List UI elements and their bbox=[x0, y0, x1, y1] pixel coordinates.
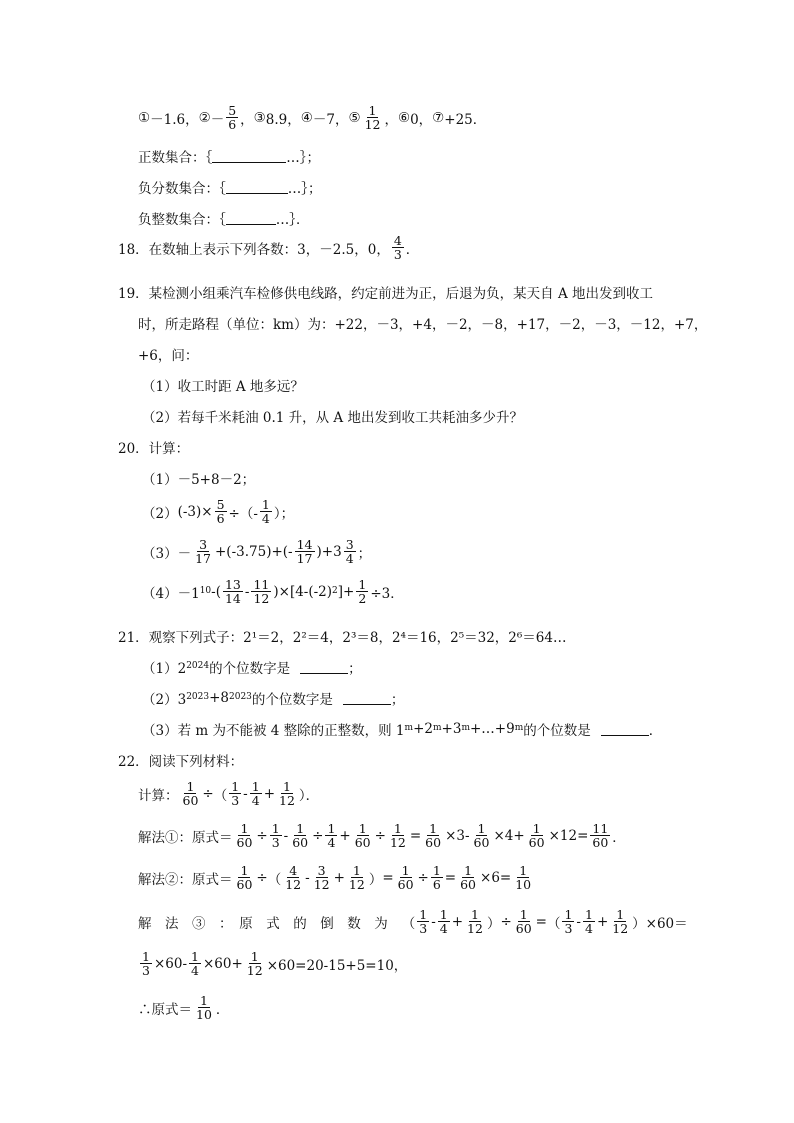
number-7: +25． bbox=[444, 111, 487, 128]
label-4: ④ bbox=[300, 109, 313, 126]
answer-blank[interactable] bbox=[300, 661, 348, 674]
q18-end: ． bbox=[405, 241, 420, 258]
number-1: －1.6， bbox=[150, 111, 199, 128]
q20-title: 20．计算： bbox=[118, 441, 190, 457]
sep: ， bbox=[384, 111, 398, 128]
q18-text: 18．在数轴上表示下列各数：3，－2.5，0， bbox=[118, 241, 390, 258]
answer-blank[interactable] bbox=[212, 150, 286, 163]
q22-conclusion: ∴原式＝ $\frac{1}{10}$ ． bbox=[138, 993, 230, 1023]
fraction: $\frac{3}{4}$ bbox=[345, 537, 354, 567]
q19-line1: 19．某检测小组乘汽车检修供电线路，约定前进为正，后退为负，某天自 A 地出发到收工 bbox=[118, 286, 654, 302]
q19-sub1: （1）收工时距 A 地多远？ bbox=[142, 379, 304, 395]
fraction-1-12: $\frac{1}{12}$ bbox=[364, 103, 381, 133]
q19-sub2: （2）若每千米耗油 0.1 升，从 A 地出发到收工共耗油多少升？ bbox=[142, 410, 523, 426]
fraction-4-3: $\frac{4}{3}$ bbox=[393, 233, 402, 263]
fraction: $\frac{11}{12}$ bbox=[253, 577, 270, 607]
q22-method2: 解法②：原式＝ $\frac{1}{60}$ ÷ （ $\frac{4}{12}$ - $\frac{3}{12}$ + $\frac{1}{12}$ ） = $\frac{1}{60}$ ÷ $\frac{1}{6}$ = $\frac{1}{60}$ × 6 = $\frac{1}{10}$ bbox=[138, 863, 532, 893]
label-5: ⑤ bbox=[348, 109, 361, 126]
answer-blank[interactable] bbox=[343, 692, 391, 705]
label-2: ② bbox=[198, 109, 211, 126]
label-3: ③ bbox=[253, 109, 266, 126]
number-6: 0， bbox=[410, 111, 433, 128]
number-3: 8.9， bbox=[265, 111, 301, 128]
q22-method3-line2: $\frac{1}{3}$ ×60 - $\frac{1}{4}$ ×60 + $\frac{1}{12}$ ×60=20-15+5=10， bbox=[142, 949, 408, 979]
q19-line2: 时，所走路程（单位：km）为：+22，－3，+4，－2，－8，+17，－2，－3，－12，+7， bbox=[138, 317, 708, 333]
label-7: ⑦ bbox=[432, 109, 445, 126]
number-list bbox=[138, 104, 486, 131]
q22-method3-line1: 解 法 ③ ： 原 式 的 倒 数 为 （ $\frac{1}{3}$ - $\frac{1}{4}$ + $\frac{1}{12}$ ） ÷ $\frac{1}{60}$ = （ $\frac{1}{3}$ - $\frac{1}{4}$ + $\frac{1}{12}$ ） ×60＝ bbox=[138, 907, 688, 937]
set-positive bbox=[138, 146, 320, 166]
label-1: ① bbox=[138, 109, 151, 126]
answer-blank[interactable] bbox=[226, 212, 276, 225]
fraction: $\frac{1}{2}$ bbox=[358, 577, 367, 607]
q22-title: 22．阅读下列材料： bbox=[118, 754, 244, 770]
set-negfrac-label: 负分数集合：｛ bbox=[138, 181, 226, 197]
q21-intro: 21．观察下列式子：2¹＝2，2²＝4，2³＝8，2⁴＝16，2⁵＝32，2⁶＝64… bbox=[118, 630, 567, 646]
q19-line3: +6，问： bbox=[138, 348, 199, 364]
set-close: …｝． bbox=[275, 212, 310, 228]
q22-calc: 计算： $\frac{1}{60}$ ÷ （ $\frac{1}{3}$ - $\frac{1}{4}$ + $\frac{1}{12}$ ）． bbox=[138, 779, 320, 809]
answer-blank[interactable] bbox=[226, 181, 288, 194]
set-negative-integer bbox=[138, 208, 310, 228]
q21-sub3: （3）若 m 为不能被 4 整除的正整数，则 1 $^m$ +2 $^m$ +3 $^m$ +…+9 $^m$ 的个位数是 ． bbox=[142, 721, 663, 739]
minus-sign: － bbox=[210, 111, 225, 128]
q22-method1: 解法①：原式＝ $\frac{1}{60}$ ÷ $\frac{1}{3}$ - $\frac{1}{60}$ ÷ $\frac{1}{4}$ + $\frac{1}{60}$ ÷ $\frac{1}{12}$ = $\frac{1}{60}$ × 3 - $\frac{1}{60}$ × 4 + $\frac{1}{60}$ × 12 = $\frac{11}{60}$ ． bbox=[138, 821, 626, 851]
q21-sub2: （2）3 $^{2023}$ +8 $^{2023}$ 的个位数字是 ； bbox=[142, 690, 405, 708]
fraction: $\frac{3}{17}$ bbox=[195, 537, 211, 567]
set-close: …｝； bbox=[287, 181, 322, 197]
set-positive-label: 正数集合：｛ bbox=[138, 150, 213, 166]
set-negint-label: 负整数集合：｛ bbox=[138, 212, 226, 228]
number-4: －7， bbox=[312, 111, 349, 128]
fraction: $\frac{5}{6}$ bbox=[216, 497, 225, 527]
question-18 bbox=[118, 234, 419, 261]
fraction-5-6: $\frac{5}{6}$ bbox=[228, 103, 237, 133]
fraction: $\frac{1}{4}$ bbox=[261, 497, 270, 527]
q20-part4: （4） －1 $^{10}$ -( $\frac{13}{14}$ - $\frac{11}{12}$ )×[4-(-2) $^2$ ]+ $\frac{1}{2}$ ÷3． bbox=[142, 577, 404, 607]
sep: ， bbox=[240, 111, 254, 128]
q21-sub1: （1）2 $^{2024}$ 的个位数字是 ； bbox=[142, 661, 362, 677]
q20-part2: （2） (-3)× $\frac{5}{6}$ ÷（- $\frac{1}{4}$ ）； bbox=[142, 497, 295, 527]
set-negative-fraction bbox=[138, 177, 322, 197]
fraction: $\frac{14}{17}$ bbox=[296, 537, 313, 567]
q20-part1: （1）－5+8－2； bbox=[142, 472, 256, 488]
set-close: …｝； bbox=[286, 150, 320, 166]
q20-part3: （3） － $\frac{3}{17}$ +(-3.75)+(- $\frac{14}{17}$ )+3 $\frac{3}{4}$ ； bbox=[142, 537, 372, 567]
answer-blank[interactable] bbox=[601, 723, 649, 736]
fraction: $\frac{13}{14}$ bbox=[224, 577, 241, 607]
label-6: ⑥ bbox=[397, 109, 411, 126]
